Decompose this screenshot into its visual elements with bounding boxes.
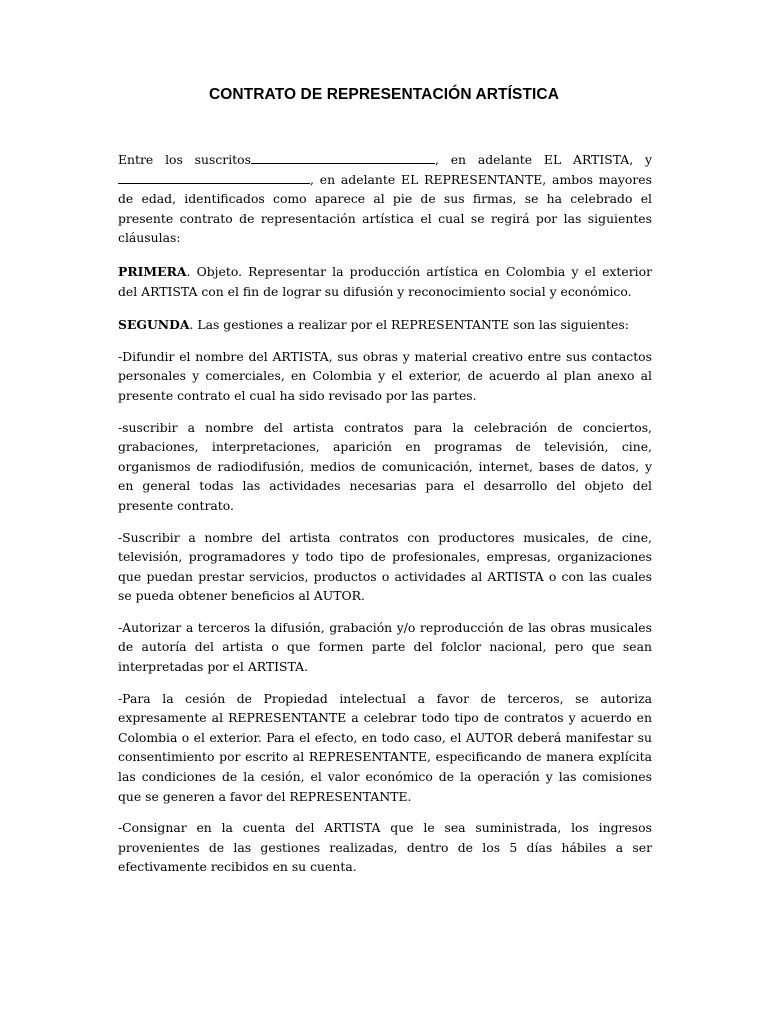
intro-paragraph [118,150,652,248]
list-item: -Suscribir a nombre del artista contratos con productores musicales, de cine, televisión, programadores y todo tipo de profesionales, empresas, organizaciones que puedan prestar servicios, productos o actividades al ARTISTA o con las cuales se pueda obtener beneficios al AUTOR. [118,529,652,604]
representative-name-blank [118,171,310,184]
list-item: -Autorizar a terceros la difusión, grabación y/o reproducción de las obras musicales de autoría del artista o que formen parte del folclor nacional, pero que sean interpretadas por el ARTISTA. [118,619,652,675]
document-title: CONTRATO DE REPRESENTACIÓN ARTÍSTICA [208,86,560,103]
intro-text-end: , en adelante EL REPRESENTANTE, ambos mayores de edad, identificados como aparece al pie de sus firmas, se ha celebrado el presente contrato de representación artística el cual se regirá por las siguientes cláusulas: [118,171,652,246]
clause-segunda-text: . Las gestiones a realizar por el REPRESENTANTE son las siguientes: [189,317,629,333]
artist-name-blank [251,151,435,164]
clause-segunda [118,315,652,335]
clause-primera-text: . Objeto. Representar la producción artística en Colombia y el exterior del ARTISTA con el fin de lograr su difusión y reconocimiento social y económico. [118,263,652,299]
intro-text-middle: , en adelante EL ARTISTA, y [434,152,652,167]
list-item: -Para la cesión de Propiedad intelectual a favor de terceros, se autoriza expresamente al REPRESENTANTE a celebrar todo tipo de contratos y acuerdo en Colombia o el exterior. Para el efecto, en todo caso, el AUTOR deberá manifestar su consentimiento por escrito al REPRESENTANTE, especificando de manera explícita las condiciones de la cesión, el valor económico de la operación y las comisiones que se generen a favor del REPRESENTANTE. [118,690,652,804]
clause-segunda-label: SEGUNDA [118,317,190,333]
document-body [118,150,652,877]
list-item: -Consignar en la cuenta del ARTISTA que le sea suministrada, los ingresos provenientes de las gestiones realizadas, dentro de los 5 días hábiles a ser efectivamente recibidos en su cuenta. [118,820,652,875]
intro-text-start: Entre los suscritos [118,152,251,167]
list-item: -Difundir el nombre del ARTISTA, sus obras y material creativo entre sus contactos personales y comerciales, en Colombia y el exterior, de acuerdo al plan anexo al presente contrato el cual ha sido revisado por las partes. [118,348,652,403]
clause-primera-label: PRIMERA [118,263,187,279]
list-item: -suscribir a nombre del artista contratos para la celebración de conciertos, grabaciones, interpretaciones, aparición en programas de televisión, cine, organismos de radiodifusión, medios de comunicación, internet, bases de datos, y en general todas las actividades necesarias para el desarrollo del objeto del presente contrato. [118,419,652,513]
clause-primera [118,262,652,301]
